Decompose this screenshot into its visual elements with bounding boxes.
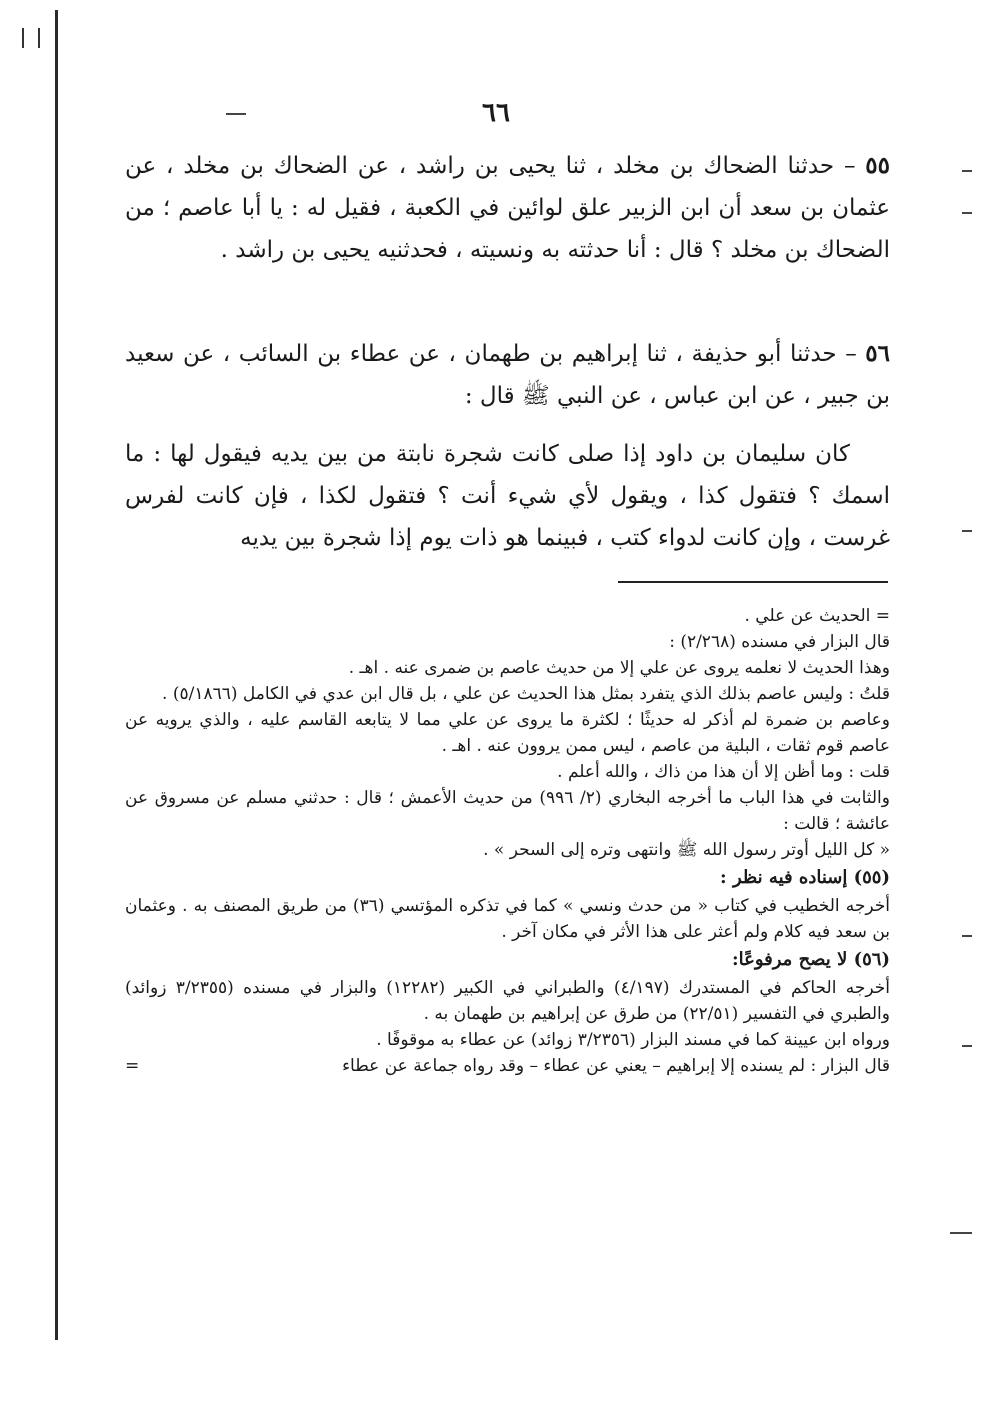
hadith-55: [125, 145, 890, 271]
hadith-number: ٥٥: [865, 152, 890, 179]
hadith-number: ٥٦: [865, 340, 890, 367]
continuation-mark: =: [125, 1056, 140, 1076]
margin-dash: [962, 935, 972, 937]
margin-dash: [962, 1045, 972, 1047]
margin-dash: [950, 1232, 972, 1234]
note-56-line: ورواه ابن عيينة كما في مسند البزار (٣/٢٣٥٦ زوائد) عن عطاء به موقوفًا .: [376, 1030, 890, 1050]
note-56-last-line: [125, 1053, 890, 1079]
margin-mark: [22, 28, 40, 48]
margin-dash: [962, 170, 972, 172]
hadith-text: – حدثنا الضحاك بن مخلد ، ثنا يحيى بن راشد ، عن الضحاك بن مخلد ، عن عثمان بن سعد أن ابن الزبير علق لوائين في الكعبة ، فقيل له : يا أبا عاصم ؛ من الضحاك بن مخلد ؟ قال : أنا حدثته به ونسيته ، فحدثنيه يحيى بن راشد .: [125, 153, 890, 263]
footnote-line: قال البزار في مسنده (٢/٢٦٨) :: [669, 632, 890, 652]
footnote-line: وهذا الحديث لا نعلمه يروى عن علي إلا من حديث عاصم بن ضمرى عنه . اهـ .: [348, 658, 890, 678]
footnotes: [125, 603, 890, 1079]
margin-dash: [962, 212, 972, 214]
hadith-56: [125, 333, 890, 417]
footnote-line: قلتُ : وليس عاصم بذلك الذي يتفرد بمثل هذا الحديث عن علي ، بل قال ابن عدي في الكامل (٥/١٨٦٦) .: [162, 684, 890, 704]
hadith-text: – حدثنا أبو حذيفة ، ثنا إبراهيم بن طهمان ، عن عطاء بن السائب ، عن سعيد بن جبير ، عن ابن عباس ، عن النبي ﷺ قال :: [125, 341, 890, 409]
note-55-heading: (٥٥) إسناده فيه نظر :: [720, 867, 890, 888]
hadith-56-continuation: كان سليمان بن داود إذا صلى كانت شجرة نابتة من بين يديه فيقول لها : ما اسمك ؟ فتقول كذا ، ويقول لأي شيء أنت ؟ فتقول لكذا ، فإن كانت لفرس غرست ، وإن كانت لدواء كتب ، فبينما هو ذات يوم إذا شجرة بين يديه: [125, 441, 890, 551]
note-56-line: أخرجه الحاكم في المستدرك (٤/١٩٧) والطبراني في الكبير (١٢٢٨٢) والبزار في مسنده (٣/٢٣٥٥ زوائد) والطبري في التفسير (٢٢/٥١) من طرق عن إبراهيم بن طهمان به .: [125, 978, 890, 1024]
main-text: [125, 333, 890, 417]
note-56-last-text: قال البزار : لم يسنده إلا إبراهيم – يعني عن عطاء – وقد رواه جماعة عن عطاء: [342, 1056, 890, 1076]
note-56-heading: (٥٦) لا يصح مرفوعًا:: [731, 949, 890, 970]
footnote-line: والثابت في هذا الباب ما أخرجه البخاري (٢/ ٩٩٦) من حديث الأعمش ؛ قال : حدثني مسلم عن مسروق عن عائشة ؛ قالت :: [125, 788, 890, 834]
note-55-text: أخرجه الخطيب في كتاب « من حدث ونسي » كما في تذكره المؤتسي (٣٦) من طريق المصنف به . وعثمان بن سعد فيه كلام ولم أعثر على هذا الأثر في مكان آخر .: [125, 896, 890, 942]
margin-line: [55, 10, 58, 1340]
main-text: [125, 145, 890, 271]
footnote-line: « كل الليل أوتر رسول الله ﷺ وانتهى وتره إلى السحر » .: [483, 840, 890, 860]
footnote-line: = الحديث عن علي .: [744, 606, 890, 626]
page-number: ٦٦: [482, 98, 510, 128]
footnote-line: قلت : وما أظن إلا أن هذا من ذاك ، والله أعلم .: [557, 762, 890, 782]
main-text: [125, 433, 890, 559]
footnote-separator: [618, 581, 888, 583]
footnote-line: وعاصم بن ضمرة لم أذكر له حديثًا ؛ لكثرة ما يروى عن علي مما لا يتابعه القاسم عليه ، والذي يرويه عن عاصم قوم ثقات ، البلية من عاصم ، ليس ممن يروون عنه . اهـ .: [125, 710, 890, 756]
margin-dash: [962, 530, 972, 532]
